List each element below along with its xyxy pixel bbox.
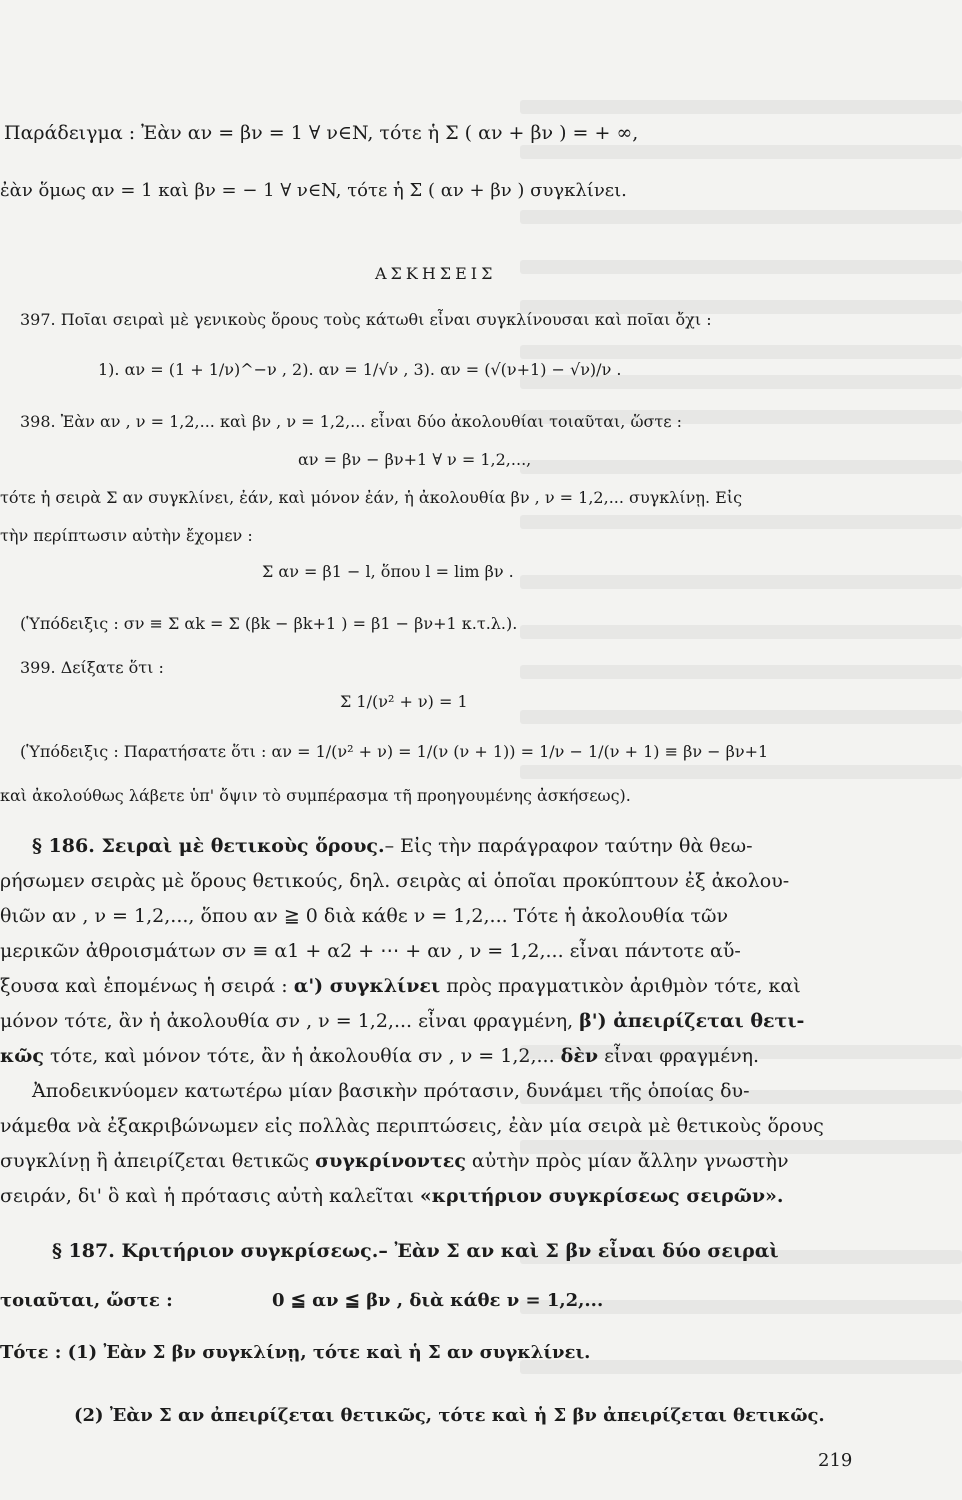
- exercise-398-text-2: τὴν περίπτωσιν αὐτὴν ἔχομεν :: [0, 526, 253, 545]
- section-186-title: § 186. Σειραὶ μὲ θετικοὺς ὅρους.: [32, 835, 385, 857]
- section-187-title: § 187. Κριτήριον συγκρίσεως.: [52, 1240, 379, 1262]
- example-continuation: ἐὰν ὅμως αν = 1 καὶ βν = − 1 ∀ ν∈N, τότε ἡ Σ ( αν + βν ) συγκλίνει.: [0, 180, 627, 201]
- example-line: Παράδειγμα : Ἐὰν αν = βν = 1 ∀ ν∈N, τότε ἡ Σ ( αν + βν ) = + ∞,: [4, 122, 639, 144]
- section-186-line-5a: ξουσα καὶ ἑπομένως ἡ σειρά :: [0, 975, 294, 997]
- exercise-398-equation: αν = βν − βν+1 ∀ ν = 1,2,...,: [298, 450, 532, 469]
- exercise-397: 397. Ποῖαι σειραὶ μὲ γενικοὺς ὅρους τοὺς κάτωθι εἶναι συγκλίνουσαι καὶ ποῖαι ὄχι :: [20, 310, 712, 329]
- section-187-line-2a: τοιαῦται, ὥστε :: [0, 1290, 173, 1311]
- section-186-line-10a: συγκλίνῃ ἢ ἀπειρίζεται θετικῶς: [0, 1150, 316, 1172]
- section-186-line-4: μερικῶν ἀθροισμάτων σν ≡ α1 + α2 + ⋯ + αν , ν = 1,2,... εἶναι πάντοτε αὔ-: [0, 940, 741, 962]
- section-186-line-7d: εἶναι φραγμένη.: [598, 1045, 760, 1067]
- section-186-line-5c: πρὸς πραγματικὸν ἀριθμὸν τότε, καὶ: [440, 975, 801, 997]
- section-186-line-7b: τότε, καὶ μόνον τότε, ἂν ἡ ἀκολουθία σν , ν = 1,2,...: [43, 1045, 561, 1067]
- exercise-398: 398. Ἐὰν αν , ν = 1,2,... καὶ βν , ν = 1,2,... εἶναι δύο ἀκολουθίαι τοιαῦται, ὥστε :: [20, 412, 683, 431]
- exercise-399-equation: Σ 1/(ν² + ν) = 1: [340, 692, 468, 711]
- section-186-criterion-name: «κριτήριον συγκρίσεως σειρῶν».: [419, 1185, 784, 1207]
- exercise-399: 399. Δείξατε ὅτι :: [20, 658, 164, 677]
- section-186-line-2: ρήσωμεν σειρὰς μὲ ὅρους θετικούς, δηλ. σειρὰς αἱ ὁποῖαι προκύπτουν ἐξ ἀκολου-: [0, 870, 790, 892]
- section-186-line-10c: αὐτὴν πρὸς μίαν ἄλλην γνωστὴν: [465, 1150, 789, 1172]
- section-186-line-3: θιῶν αν , ν = 1,2,..., ὅπου αν ≧ 0 διὰ κάθε ν = 1,2,... Τότε ἡ ἀκολουθία τῶν: [0, 905, 729, 927]
- section-186-converges: α') συγκλίνει: [293, 975, 441, 997]
- section-186-not: δὲν: [560, 1045, 599, 1067]
- section-186-diverges: β') ἀπειρίζεται θετι-: [579, 1010, 805, 1032]
- exercise-399-hint: (Ὑπόδειξις : Παρατήσατε ὅτι : αν = 1/(ν² + ν) = 1/(ν (ν + 1)) = 1/ν − 1/(ν + 1) ≡ βν − βν+1: [20, 742, 769, 761]
- section-186-line-11a: σειράν, δι' ὃ καὶ ἡ πρότασις αὐτὴ καλεῖται: [0, 1185, 420, 1207]
- section-187-line-1: [52, 1240, 779, 1262]
- section-186-line-5: [0, 975, 801, 997]
- section-187-line-2b: 0 ≦ αν ≦ βν , διὰ κάθε ν = 1,2,...: [272, 1290, 604, 1311]
- exercise-399-hint-2: καὶ ἀκολούθως λάβετε ὑπ' ὄψιν τὸ συμπέρασμα τῆ προηγουμένης ἀσκήσεως).: [0, 786, 631, 805]
- exercises-heading: ΑΣΚΗΣΕΙΣ: [375, 264, 497, 283]
- section-186-intro: – Εἰς τὴν παράγραφον ταύτην θὰ θεω-: [384, 835, 753, 857]
- exercise-398-hint: (Ὑπόδειξις : σν ≡ Σ αk = Σ (βk − βk+1 ) = β1 − βν+1 κ.τ.λ.).: [20, 614, 518, 633]
- section-187-line-3: Τότε : (1) Ἐὰν Σ βν συγκλίνῃ, τότε καὶ ἡ Σ αν συγκλίνει.: [0, 1342, 591, 1363]
- section-186-line-8: Ἀποδεικνύομεν κατωτέρω μίαν βασικὴν πρότασιν, δυνάμει τῆς ὁποίας δυ-: [32, 1080, 750, 1102]
- section-186-line-9: νάμεθα νὰ ἐξακριβώνωμεν εἰς πολλὰς περιπτώσεις, ἐὰν μία σειρὰ μὲ θετικοὺς ὅρους: [0, 1115, 824, 1137]
- section-186-line-1: [32, 835, 753, 857]
- section-186-line-6: [0, 1010, 804, 1032]
- section-187-line-4: (2) Ἐὰν Σ αν ἀπειρίζεται θετικῶς, τότε καὶ ἡ Σ βν ἀπειρίζεται θετικῶς.: [74, 1405, 825, 1426]
- exercise-398-text: τότε ἡ σειρὰ Σ αν συγκλίνει, ἐάν, καὶ μόνον ἐάν, ἡ ἀκολουθία βν , ν = 1,2,... συγκλίνῃ. Εἰς: [0, 488, 743, 507]
- section-186-line-11: [0, 1185, 784, 1207]
- exercise-398-result: Σ αν = β1 − l, ὅπου l = lim βν .: [262, 562, 514, 581]
- section-186-line-7: [0, 1045, 759, 1067]
- page-number: 219: [818, 1450, 853, 1471]
- section-187-intro: – Ἐὰν Σ αν καὶ Σ βν εἶναι δύο σειραὶ: [378, 1240, 779, 1262]
- section-186-line-6a: μόνον τότε, ἂν ἡ ἀκολουθία σν , ν = 1,2,... εἶναι φραγμένη,: [0, 1010, 580, 1032]
- section-186-comparing: συγκρίνοντες: [315, 1150, 466, 1172]
- section-186-line-10: [0, 1150, 789, 1172]
- section-186-line-7a: κῶς: [0, 1045, 44, 1067]
- exercise-397-items: 1). αν = (1 + 1/ν)^−ν , 2). αν = 1/√ν , 3). αν = (√(ν+1) − √ν)/ν .: [98, 360, 622, 379]
